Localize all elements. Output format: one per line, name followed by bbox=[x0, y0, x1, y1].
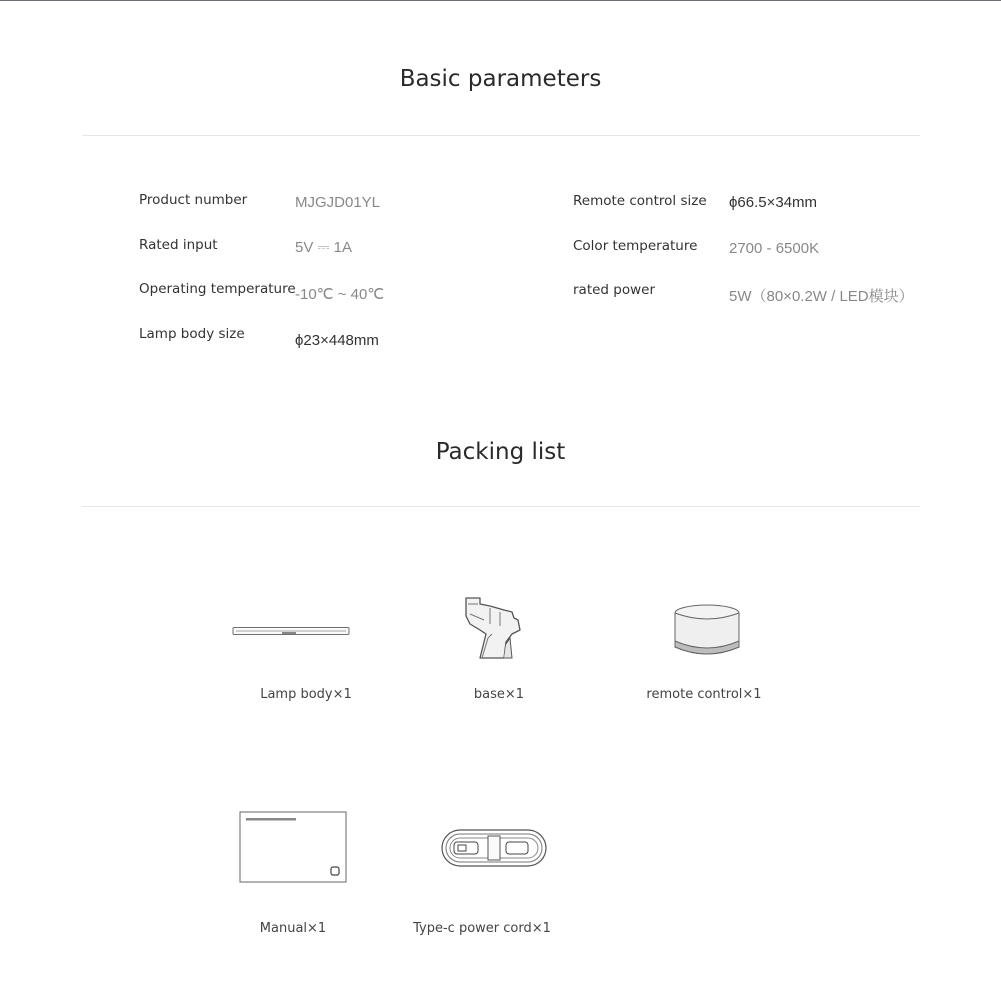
top-border bbox=[0, 0, 1001, 1]
param-value: -10℃ ~ 40℃ bbox=[295, 286, 385, 303]
param-label: Lamp body size bbox=[139, 326, 245, 342]
lamp-bar-icon bbox=[232, 626, 350, 636]
param-value: 5V ⎓ 1A bbox=[295, 239, 352, 256]
param-label: Color temperature bbox=[573, 238, 698, 254]
cable-icon bbox=[440, 828, 548, 868]
packing-item-label: Manual×1 bbox=[259, 921, 327, 936]
manual-icon bbox=[239, 811, 347, 883]
basic-parameters-title: Basic parameters bbox=[399, 66, 602, 92]
param-label: Product number bbox=[139, 192, 248, 208]
packing-list-title: Packing list bbox=[435, 439, 566, 465]
param-value: MJGJD01YL bbox=[295, 194, 381, 211]
lamp-base-icon bbox=[460, 594, 524, 662]
packing-item-label: Lamp body×1 bbox=[260, 687, 352, 702]
param-label: Rated input bbox=[139, 237, 218, 253]
packing-item-label: remote control×1 bbox=[646, 687, 762, 702]
param-label: Remote control size bbox=[573, 193, 707, 209]
packing-item-label: Type-c power cord×1 bbox=[413, 921, 551, 936]
param-value: ϕ66.5×34mm bbox=[729, 194, 818, 211]
section-divider bbox=[82, 135, 920, 136]
param-value: 5W（80×0.2W / LED模块） bbox=[729, 288, 914, 305]
packing-item-label: base×1 bbox=[473, 687, 525, 702]
section-divider bbox=[82, 506, 920, 507]
param-label: rated power bbox=[573, 282, 656, 298]
param-label: Operating temperature bbox=[139, 281, 296, 297]
remote-control-icon bbox=[670, 603, 744, 659]
param-value: ϕ23×448mm bbox=[295, 332, 379, 349]
param-value: 2700 - 6500K bbox=[729, 240, 820, 257]
